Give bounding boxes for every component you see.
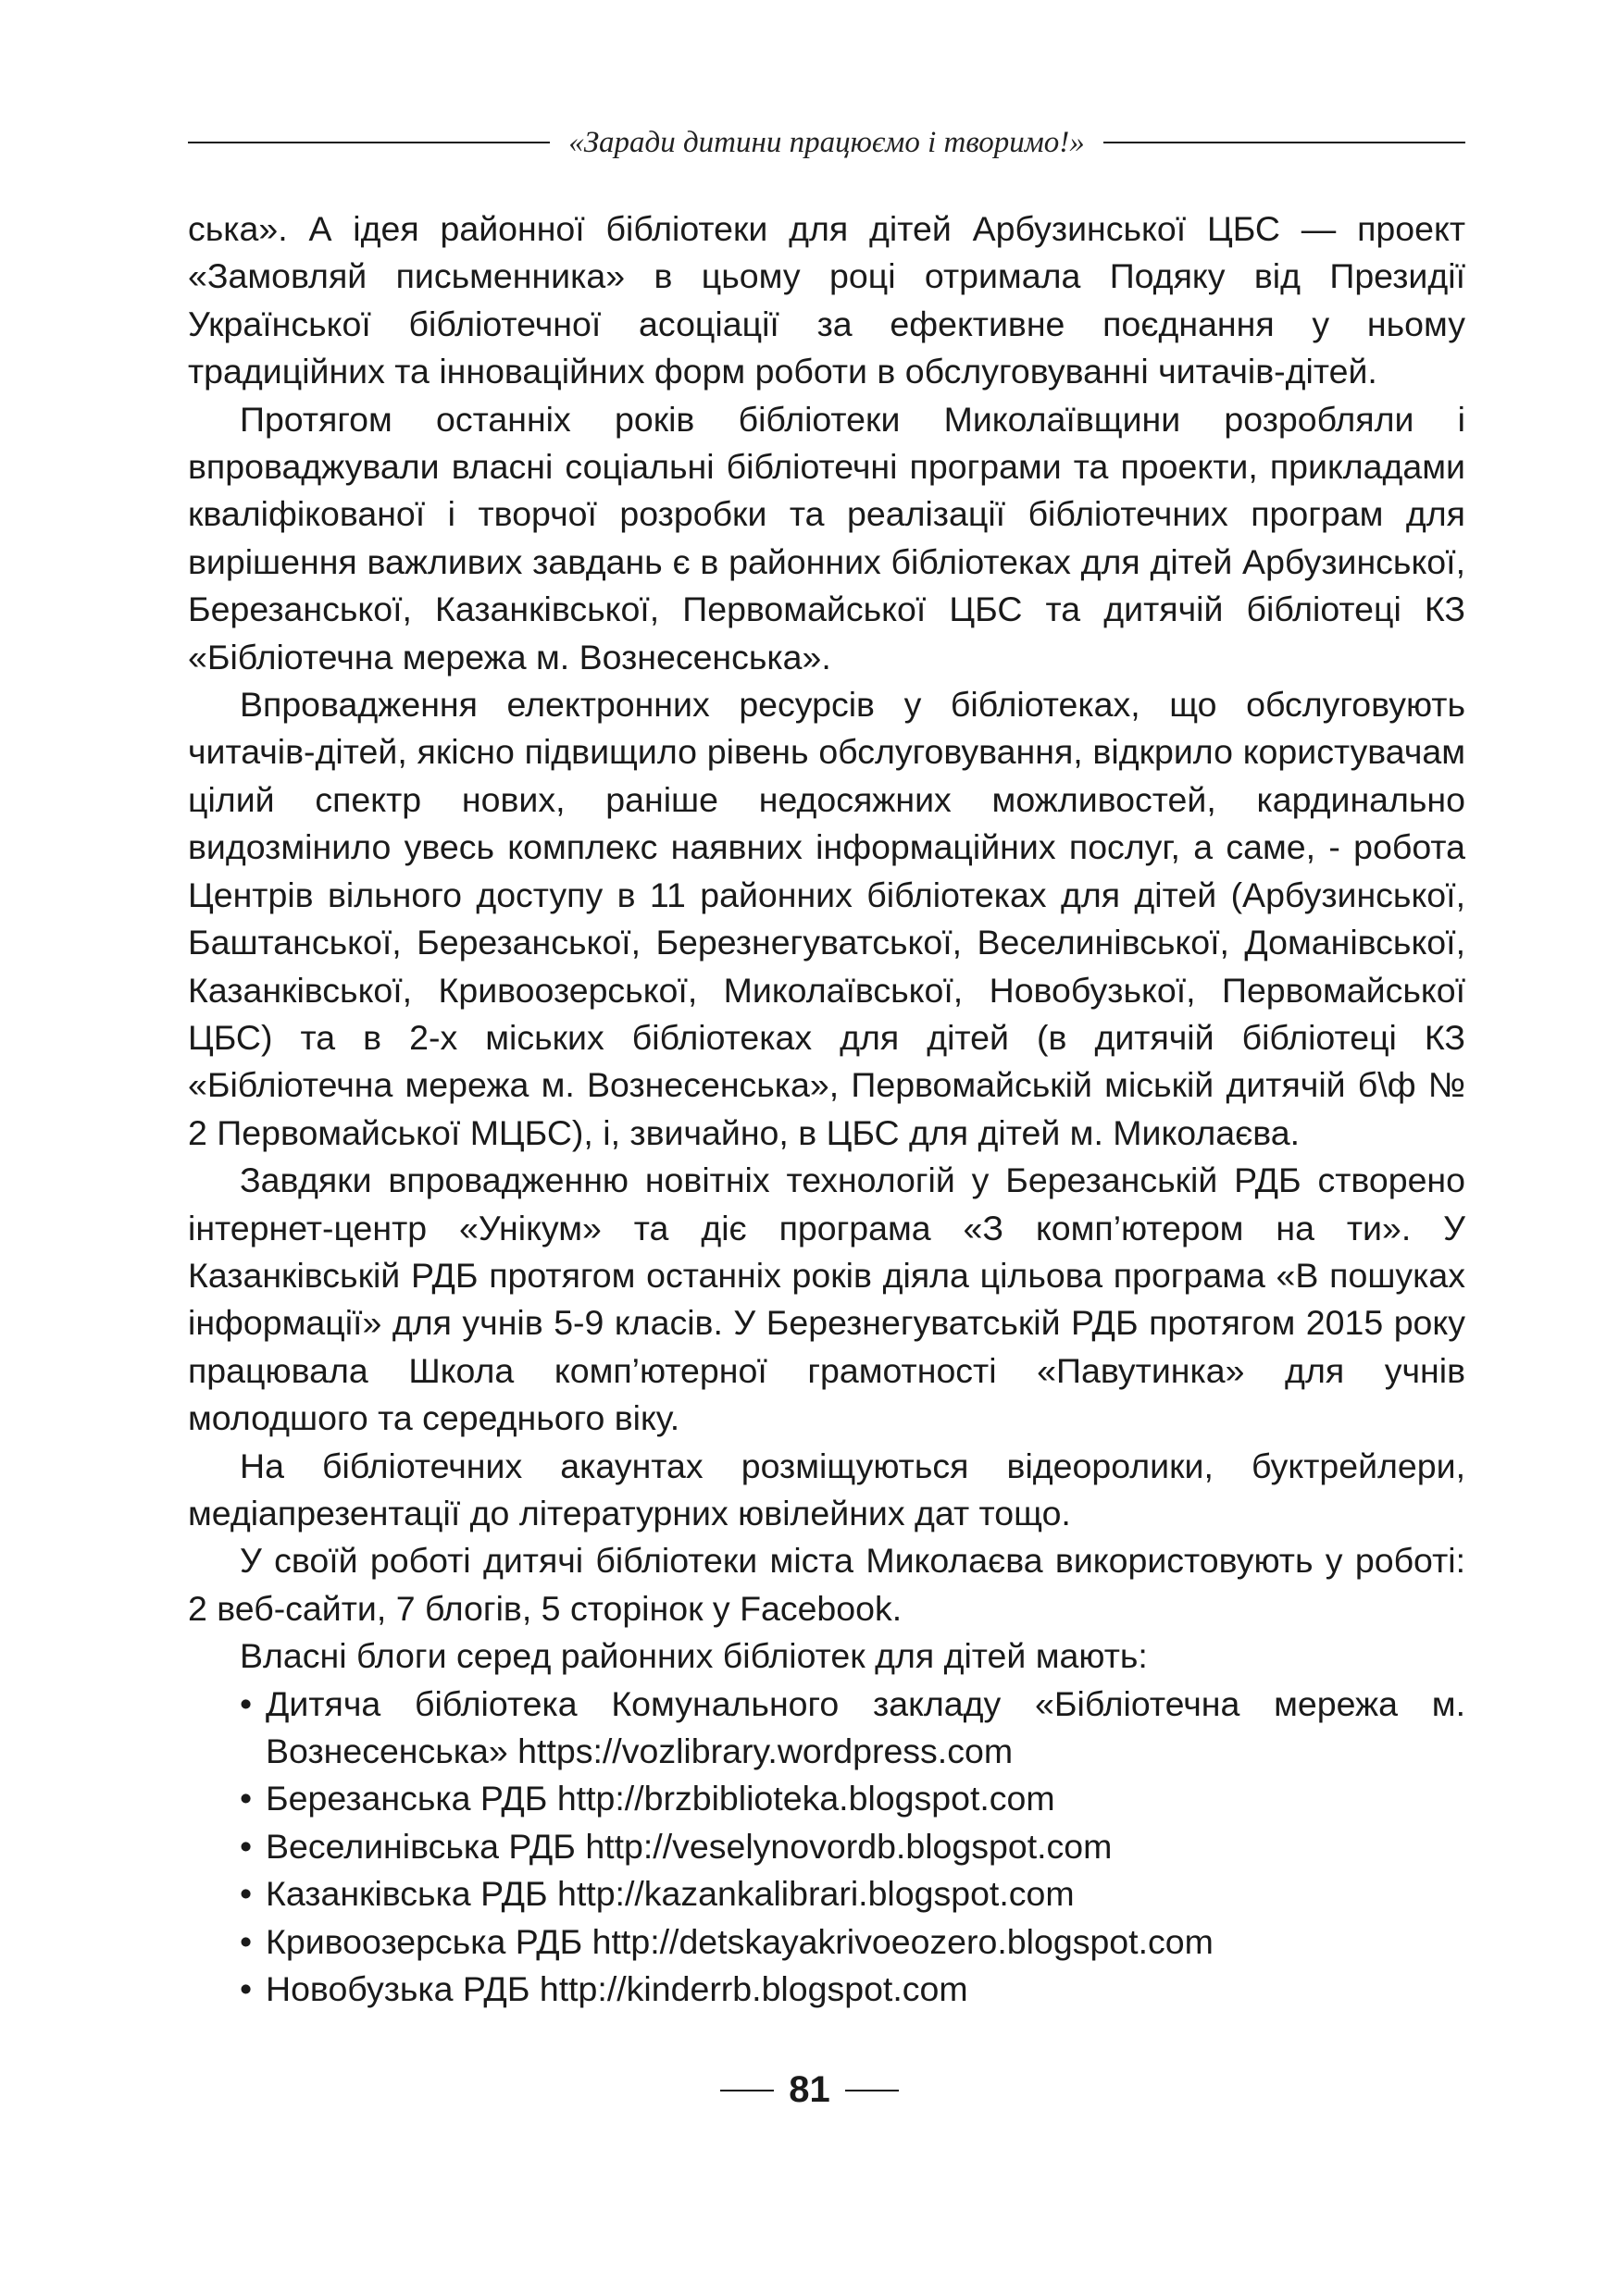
list-item xyxy=(188,1918,1465,1966)
bullet-icon: • xyxy=(240,1683,253,1723)
list-item-text: Дитяча бібліотека Комунального закладу «Бібліотечна мережа м. Вознесенська» https://vozlibrary.wordpress.com xyxy=(266,1683,1465,1770)
list-item xyxy=(188,1823,1465,1870)
list-item xyxy=(188,1681,1465,1776)
list-item xyxy=(188,1775,1465,1822)
list-item xyxy=(188,1966,1465,2013)
list-item-text: Веселинівська РДБ http://veselynovordb.blogspot.com xyxy=(266,1826,1113,1866)
paragraph-accounts: На бібліотечних акаунтах розміщуються відеоролики, буктрейлери, медіапрезентації до літературних ювілейних дат тощо. xyxy=(188,1446,1465,1533)
bullet-icon: • xyxy=(240,1969,253,2009)
paragraph-continuation: ська». А ідея районної бібліотеки для дітей Арбузинської ЦБС — проект «Замовляй письменника» в цьому році отримала Подяку від Президії Української бібліотечної асоціації за ефективне поєднання у ньому традиційних та інноваційних форм роботи в обслуговуванні читачів-дітей. xyxy=(188,209,1465,391)
list-item-text: Казанківська РДБ http://kazankalibrari.blogspot.com xyxy=(266,1874,1075,1914)
page-body xyxy=(188,205,1465,2013)
list-item-text: Кривоозерська РДБ http://detskayakrivoeozero.blogspot.com xyxy=(266,1921,1214,1961)
page-footer xyxy=(0,2069,1619,2111)
bullet-icon: • xyxy=(240,1874,253,1914)
paragraph-electronic-resources: Впровадження електронних ресурсів у бібліотеках, що обслуговують читачів-дітей, якісно підвищило рівень обслуговування, відкрило користувачам цілий спектр нових, раніше недосяжних можливостей, кардинально видозмінило увесь комплекс наявних інформаційних послуг, а саме, - робота Центрів вільного доступу в 11 районних бібліотеках для дітей (Арбузинської, Баштанської, Березанської, Березнегуватської, Веселинівської, Доманівської, Казанківської, Кривоозерської, Миколаївської, Новобузької, Первомайської ЦБС) та в 2-х міських бібліотеках для дітей (в дитячій бібліотеці КЗ «Бібліотечна мережа м. Вознесенська», Первомайській міській дитячій б\ф № 2 Первомайської МЦБС), і, звичайно, в ЦБС для дітей м. Миколаєва. xyxy=(188,685,1465,1152)
footer-dash-right xyxy=(845,2090,899,2091)
bullet-icon: • xyxy=(240,1779,253,1818)
footer-dash-left xyxy=(720,2090,774,2091)
blog-list xyxy=(188,1681,1465,2014)
header-title: «Заради дитини працюємо і творимо!» xyxy=(568,125,1085,159)
paragraph-mykolaiv-web: У своїй роботі дитячі бібліотеки міста Миколаєва використовують у роботі: 2 веб-сайти, 7 блогів, 5 сторінок у Facebook. xyxy=(188,1541,1465,1628)
paragraph-new-technologies: Завдяки впровадженню новітніх технологій у Березанській РДБ створено інтернет-центр «Унікум» та діє програма «З комп’ютером на ти». У Казанківській РДБ протягом останніх років діяла цільова програма «В пошуках інформації» для учнів 5-9 класів. У Березнегуватській РДБ протягом 2015 року працювала Школа комп’ютерної грамотності «Павутинка» для учнів молодшого та середнього віку. xyxy=(188,1160,1465,1438)
paragraph-social-programs: Протягом останніх років бібліотеки Миколаївщини розробляли і впроваджували власні соціальні бібліотечні програми та проекти, прикладами кваліфікованої і творчої розробки та реалізації бібліотечних програм для вирішення важливих завдань є в районних бібліотеках для дітей Арбузинської, Березанської, Казанківської, Первомайської ЦБС та дитячій бібліотеці КЗ «Бібліотечна мережа м. Вознесенська». xyxy=(188,399,1465,676)
paragraph-blogs-intro: Власні блоги серед районних бібліотек для дітей мають: xyxy=(240,1636,1148,1676)
list-item-text: Березанська РДБ http://brzbiblioteka.blogspot.com xyxy=(266,1779,1055,1818)
list-item-text: Новобузька РДБ http://kinderrb.blogspot.com xyxy=(266,1969,968,2009)
list-item xyxy=(188,1870,1465,1917)
bullet-icon: • xyxy=(240,1921,253,1961)
page-number: 81 xyxy=(789,2069,830,2110)
header-rule-left xyxy=(188,142,550,143)
header-rule-right xyxy=(1103,142,1465,143)
bullet-icon: • xyxy=(240,1826,253,1866)
running-header xyxy=(188,115,1465,170)
